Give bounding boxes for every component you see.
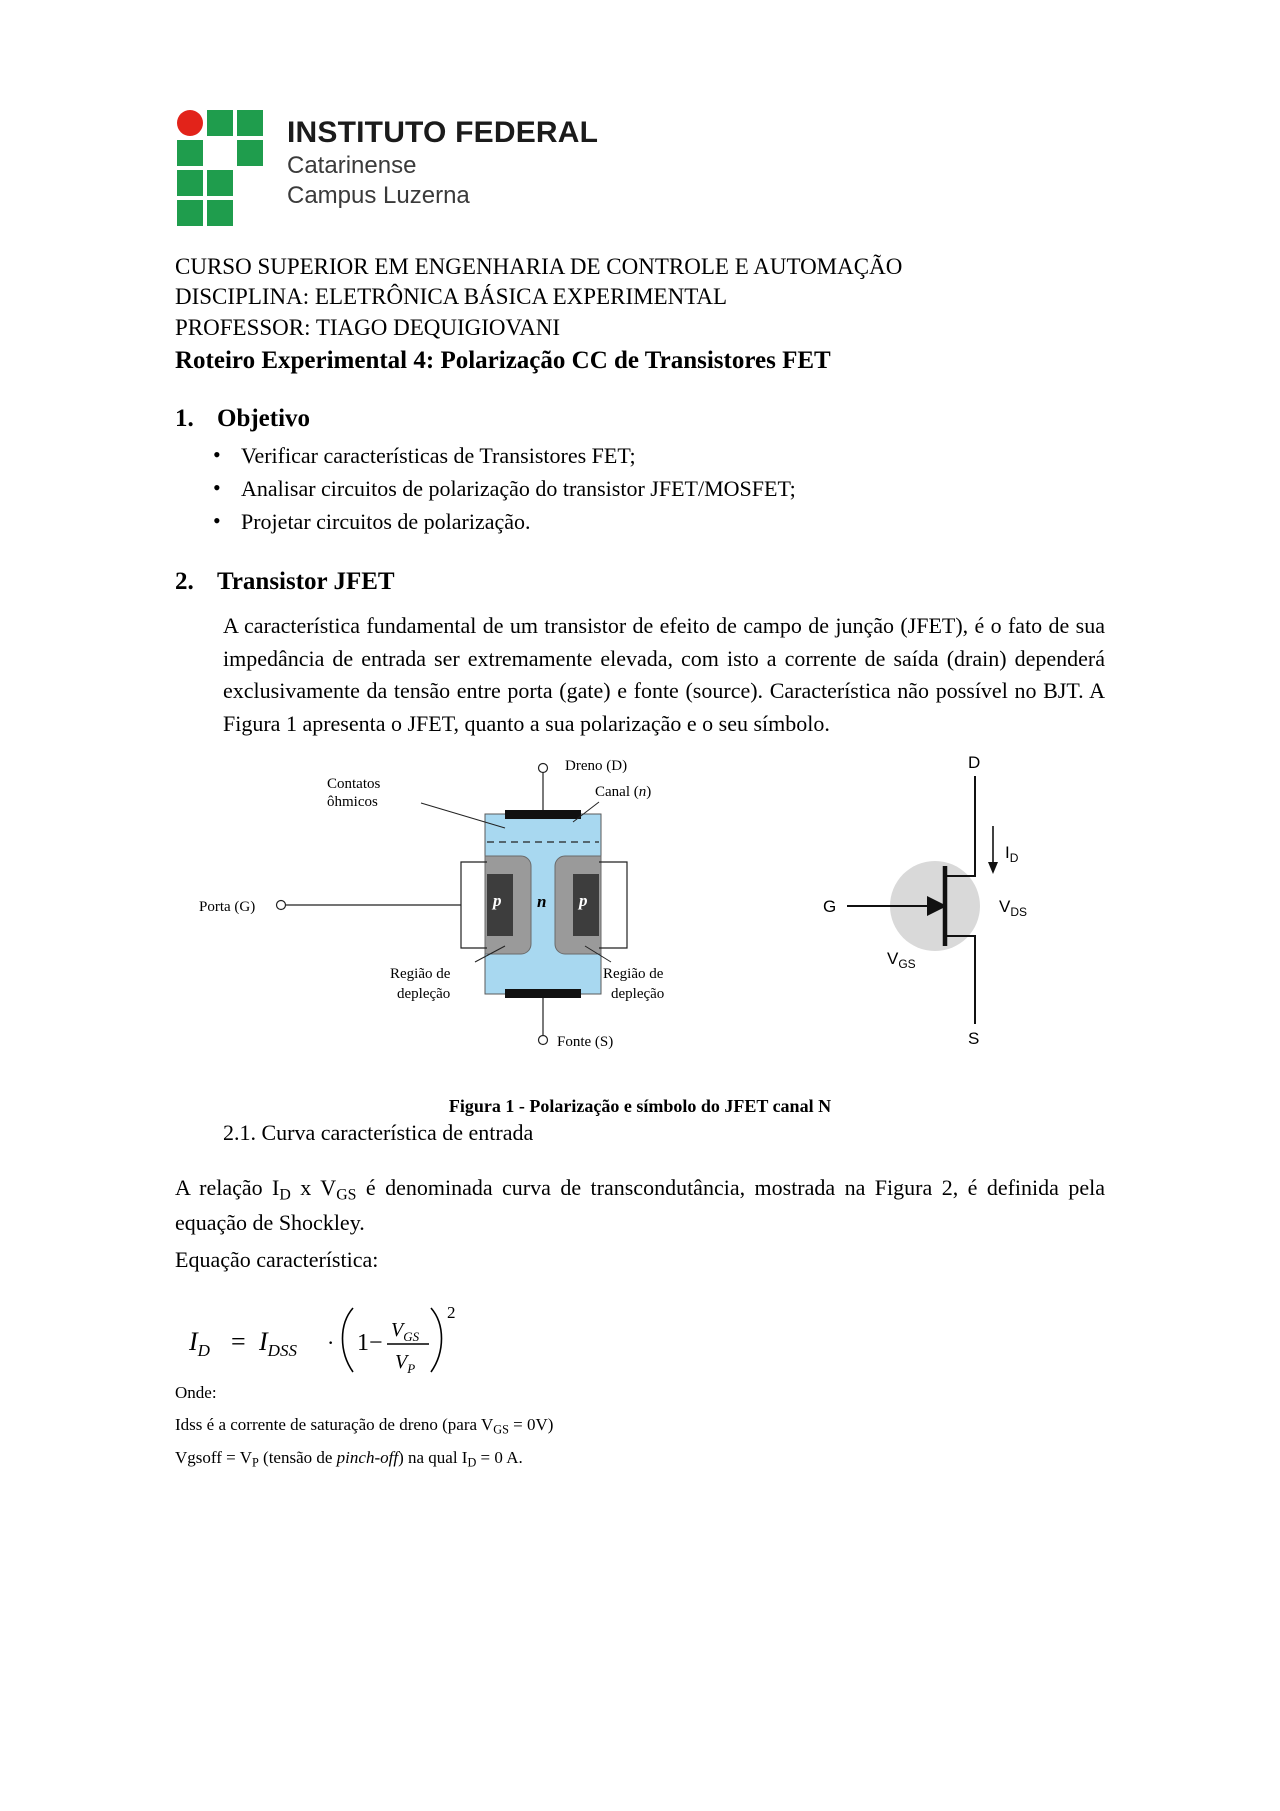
- svg-text:ID: $I_D$: [189, 1326, 210, 1360]
- logo-title: INSTITUTO FEDERAL: [287, 116, 599, 149]
- note-italic: pinch-off: [336, 1448, 399, 1468]
- svg-text:n: n: [537, 892, 547, 912]
- svg-text:2: 2: [447, 1302, 456, 1322]
- svg-text:S: S: [968, 1029, 980, 1049]
- note-sub: GS: [493, 1422, 509, 1437]
- svg-text:IDSS: $I_{DSS}$: [259, 1326, 297, 1360]
- para-part: é denominada curva de transcondutância, mostrada na Figura 2, é definida pela equação de Shockley.: [175, 1175, 1105, 1236]
- section-number: 2.: [175, 568, 194, 596]
- objective-list: [175, 439, 1105, 538]
- section-number: 1.: [175, 405, 194, 433]
- header-professor: PROFESSOR: TIAGO DEQUIGIOVANI: [175, 314, 561, 340]
- svg-text:1−: 1−: [357, 1329, 383, 1356]
- note-part: (tensão de: [258, 1448, 337, 1468]
- notes-onde: Onde:: [175, 1382, 217, 1402]
- svg-text:G: G: [823, 897, 837, 917]
- section-title: Transistor JFET: [217, 568, 395, 596]
- section-heading-objetivo: [175, 405, 1105, 433]
- list-item: • Verificar características de Transistores FET;: [241, 439, 1105, 472]
- section-paragraph: A característica fundamental de um transistor de efeito de campo de junção (JFET), é o fato de sua impedância de entrada ser extremamente elevada, com isto a corrente de saída (drain) dependerá exclusivamente da tensão entre porta (gate) e fonte (source). Característica não possível no BJT. A Figura 1 apresenta o JFET, quanto a sua polarização e o seu símbolo.: [223, 613, 1105, 736]
- subsection-paragraph: [175, 1172, 1105, 1239]
- svg-text:Fonte (S): Fonte (S): [557, 1034, 614, 1051]
- svg-text:D: D: [968, 756, 981, 773]
- shockley-equation-svg: [185, 1294, 605, 1380]
- para-sub: D: [279, 1186, 291, 1204]
- svg-text:·: ·: [327, 1329, 335, 1355]
- note-sub: P: [251, 1455, 259, 1470]
- figure-caption: Figura 1 - Polarização e símbolo do JFET canal N: [448, 1096, 832, 1117]
- svg-text:ID: $I_D$: [1005, 843, 1019, 866]
- logo-mark-icon: [177, 110, 269, 226]
- subsection-heading: [223, 1120, 1105, 1146]
- jfet-diagram-svg: [175, 756, 1105, 1086]
- svg-text:depleção: depleção: [611, 986, 665, 1003]
- note-part: = 0V): [508, 1414, 554, 1434]
- note-part: Idss é a corrente de saturação de dreno (para V: [175, 1414, 494, 1434]
- list-item: • Projetar circuitos de polarização.: [241, 505, 1105, 538]
- logo-subtitle: Catarinense: [287, 152, 417, 179]
- note-part: = 0 A.: [476, 1448, 523, 1468]
- svg-text:Porta (G): Porta (G): [199, 899, 256, 916]
- svg-text:ôhmicos: ôhmicos: [327, 794, 378, 811]
- note-part: Vgsoff = V: [175, 1448, 252, 1468]
- svg-text:VDS: $V_{DS}$: [999, 897, 1028, 920]
- svg-text:Canal (n): Canal (n): [595, 784, 652, 801]
- subsection-title: Curva característica de entrada: [261, 1120, 534, 1146]
- svg-text:Região de: Região de: [390, 966, 451, 983]
- svg-text:VP: $V_P$: [395, 1350, 416, 1376]
- para-sub: GS: [336, 1186, 357, 1204]
- svg-text:=: =: [231, 1326, 246, 1356]
- notes-line-1: [175, 1412, 1105, 1439]
- note-sub: D: [467, 1455, 477, 1470]
- para-part: x V: [290, 1175, 337, 1201]
- shockley-equation: [185, 1294, 1105, 1374]
- list-item: • Analisar circuitos de polarização do transistor JFET/MOSFET;: [241, 472, 1105, 505]
- svg-text:VGS: $V_{GS}$: [391, 1318, 420, 1344]
- page-title: Roteiro Experimental 4: Polarização CC de Transistores FET: [175, 347, 831, 375]
- svg-text:VGS: $V_{GS}$: [887, 949, 916, 972]
- section-heading-transistor-jfet: [175, 568, 1105, 596]
- svg-text:p: p: [579, 891, 588, 911]
- document-content: [175, 110, 1105, 1473]
- institution-logo: [175, 110, 1105, 226]
- para-part: A relação I: [175, 1175, 280, 1201]
- svg-text:Região de: Região de: [603, 966, 664, 983]
- svg-text:p: p: [493, 891, 502, 911]
- logo-campus: Campus Luzerna: [287, 182, 470, 209]
- notes-line-2: [175, 1445, 1105, 1472]
- svg-text:depleção: depleção: [397, 986, 451, 1003]
- subsection-number: 2.1.: [223, 1120, 256, 1146]
- equation-label: Equação característica:: [175, 1246, 379, 1272]
- note-part: ) na qual I: [398, 1448, 468, 1468]
- svg-text:Contatos: Contatos: [327, 776, 381, 793]
- header-course: CURSO SUPERIOR EM ENGENHARIA DE CONTROLE E AUTOMAÇÃO: [175, 254, 903, 279]
- svg-text:Dreno (D): Dreno (D): [565, 758, 628, 775]
- header-discipline: DISCIPLINA: ELETRÔNICA BÁSICA EXPERIMENTAL: [175, 284, 728, 310]
- section-title: Objetivo: [217, 405, 311, 433]
- figure-1: [175, 756, 1105, 1117]
